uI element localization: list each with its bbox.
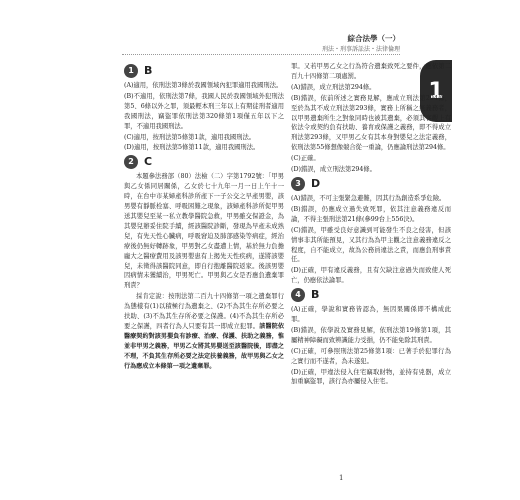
chapter-tab: 1 xyxy=(420,60,452,122)
explanation-paragraph: (C)正確。 xyxy=(291,155,320,163)
explanation-paragraph: (D)錯誤，成立刑法第294條。 xyxy=(291,166,376,174)
explanation-paragraph: (A)適用，依刑法第3條於我國領域內犯罪適用我國刑法。 xyxy=(124,82,283,89)
explanation-paragraph xyxy=(124,292,284,371)
emphasized-text: 該醫院依醫療契約對該男嬰負有診療、治療、保護、扶助之義務，惟並非甲男之義務，甲男乙女將其男嬰送至該醫院後，即盡之不理，不負其生存所必要之法定扶養義務，故甲男與乙女之行為應成立本條第一項之遺棄罪。 xyxy=(124,322,285,370)
explanation-paragraph: 罪。又若甲男乙女之行為符合遺棄致死之要件，應依第二百九十四條第二項處罰。 xyxy=(291,63,451,80)
question-1-header xyxy=(124,64,284,78)
explanation-paragraph: (C)錯誤，甲雖受良好意識到可能發生不良之侵害，但該情事非其所能預見，又其行為為甲主觀之注意義務違反之程度，自不能成立，故為公務員違法之責，而應負刑事責任。 xyxy=(291,226,451,264)
page-number: 1 xyxy=(339,474,344,482)
explanation-paragraph: (A)錯誤，成立刑法第294條。 xyxy=(291,83,376,91)
explanation-paragraph: (B)不適用，依刑法第7條，我國人民於我國領域外犯刑法第5、6條以外之罪，須最輕本刑三年以上有期徒刑者適用我國刑法，竊盜罪依刑法第320條第1項僅五年以下之罪，不適用我國刑法。 xyxy=(124,92,284,130)
explanation-paragraph: 本題參法務部（80）法檢（二）字第1792號：「甲男與乙女係同居關係，乙女於七十九年一月一日上午十一時，在台中市某婦產科診所產下一子公交之早產男嬰，該男嬰有靜脈栓塞、呼吸困難之現象，該婦產科診所促甲男送其嬰兒至某一私立教學醫院急救，甲男雖交保證金，為其嬰兒辦妥住院手續，經該醫院診斷，發現為早產未成熟兒，有先天性心臟病，呼吸窘迫及肺部感染等病症，經治療後仍無好轉跡象，甲男對乙女盡遭上情，基於無力負擔龐大之醫療費用及該男嬰患有上揭先天性疾病，遂將該嬰兒，未徵得該醫院同意，即自行抱離醫院返家。後該男嬰因病情未獲續治，甲男死亡。甲男與乙女是否應負遺棄罪刑責？ xyxy=(124,173,284,290)
explanation-paragraph: (B)錯誤，依學說及實務見解，依刑法第19條第1項，其屬精神障礙而致辨識能力受損，仍不能免除其刑責。 xyxy=(291,326,451,344)
question-2-header xyxy=(124,155,284,169)
question-number-badge: 4 xyxy=(291,288,305,302)
right-column xyxy=(291,62,451,388)
explanation-paragraph: (A)正確，學說和實務皆認為，無因果關係即不構成此罪。 xyxy=(291,306,451,324)
explanation-paragraph: (B)錯誤，依前所述之實務見解，應成立刑法第294條，至於為其不成立刑法第293條，實務上所稱之無義務者，以甲男遺棄所生之對象同時也被其遺棄，必須其客觀上有依法令或契約負有扶助、養育或保護之義務，即不得成立刑法第293條，又甲男乙女有其本身對嬰兒之法定義務，依刑法第55條想像競合從一重論，仍應論刑法第294條。 xyxy=(291,94,451,152)
question-number-badge: 1 xyxy=(124,64,138,78)
explanation-paragraph: (C)正確，可參照刑法第25條第1項：已著手於犯罪行為之實行而不遂者，為未遂犯。 xyxy=(291,347,451,365)
question-answer: B xyxy=(144,64,153,78)
question-number-badge: 2 xyxy=(124,155,138,169)
question-answer: C xyxy=(144,155,153,169)
left-column xyxy=(124,62,284,372)
question-4-header xyxy=(291,288,451,302)
explanation-paragraph: (C)適用，按刑法第5條第1款，適用我國刑法。 xyxy=(124,133,256,141)
explanation-text: 採肯定說：按刑法第二百九十四條第一項之遺棄罪行為態樣有(1)以積極行為遺棄之、(2)不為其生存所必要之扶助、(3)不為其生存所必要之保護。(4)不為其生存所必要之保護，四者行為人只要有其一即成立犯罪。 xyxy=(124,293,284,330)
explanation-paragraph: (A)錯誤，不可主張緊急避難，因其行為創造系爭危險。 xyxy=(291,194,446,202)
header-divider xyxy=(122,54,400,55)
explanation-paragraph: (D)正確，甲違法侵入住宅竊取財物，並持有兇器，成立加重竊盜罪，該行為亦屬侵入住宅。 xyxy=(291,368,451,386)
header-subtitle: 刑法・刑事訴訟法・法律倫理 xyxy=(321,46,400,53)
explanation-paragraph: (D)正確，甲有違反義務，且有欠缺注意過失而致使人死亡，仍應依法論罪。 xyxy=(291,267,451,285)
header-title: 綜合法學（一） xyxy=(347,34,400,43)
question-3-header xyxy=(291,177,451,191)
question-answer: D xyxy=(311,177,321,191)
question-number-badge: 3 xyxy=(291,177,305,191)
question-answer: B xyxy=(311,288,320,302)
explanation-paragraph: (B)錯誤，仍應成立過失致死罪，依其注意義務違反而論，不得主張刑法第21條(參99台上556決)。 xyxy=(291,205,451,223)
explanation-paragraph: (D)適用，按刑法第5條第11款，適用我國刑法。 xyxy=(124,144,260,152)
